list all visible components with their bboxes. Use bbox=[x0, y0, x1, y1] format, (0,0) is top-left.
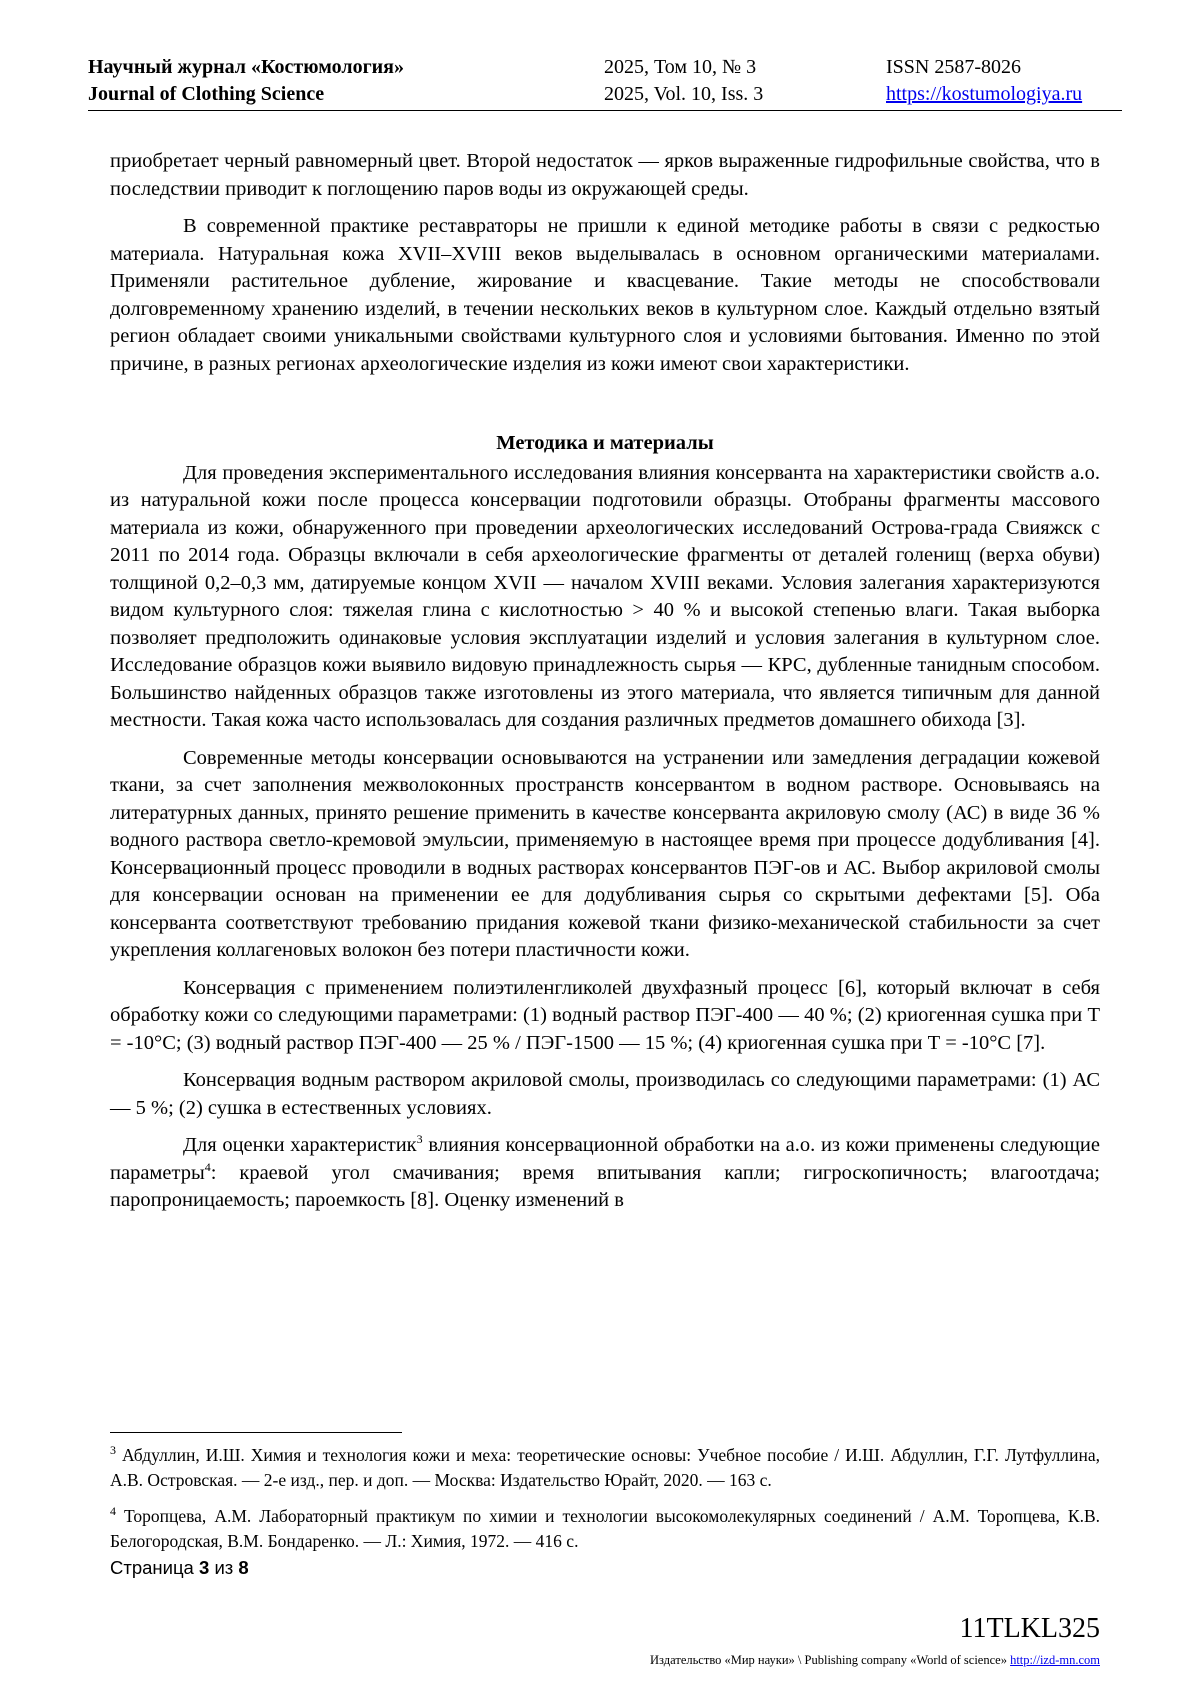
page-sep: из bbox=[214, 1557, 234, 1578]
footnote-4 bbox=[110, 1504, 1100, 1553]
page-prefix: Страница bbox=[110, 1557, 194, 1578]
issue-en: 2025, Vol. 10, Iss. 3 bbox=[604, 83, 764, 105]
paragraph-4: Современные методы консервации основываются на устранении или замедления деградации кожевой ткани, за счет заполнения межволоконных пространств консервантом в водном растворе. Основываясь на литературных данных, принято решение применить в качестве консерванта акриловую смолу (АС) в виде 36 % водного раствора светло-кремовой эмульсии, применяемую в настоящее время при процессе додубливания [4]. Консервационный процесс проводили в водных растворах консервантов ПЭГ-ов и АС. Выбор акриловой смолы для консервации основан на применении ее для додубливания сырья со скрытыми дефектами [5]. Оба консерванта соответствуют требованию придания кожевой ткани физико-механической стабильности за счет укрепления коллагеновых волокон без потери пластичности кожи. bbox=[110, 746, 1100, 961]
paragraph-6: Консервация водным раствором акриловой смолы, производилась со следующими параметрами: (1) АС — 5 %; (2) сушка в естественных условиях. bbox=[110, 1069, 1100, 1119]
paragraph-7-part-c: : краевой угол смачивания; время впитывания капли; гигроскопичность; влагоотдача; паропроницаемость; пароемкость [8]. Оценку изменений в bbox=[110, 1161, 1100, 1211]
paragraph-2: В современной практике реставраторы не пришли к единой методике работы в связи с редкостью материала. Натуральная кожа XVII–XVIII веков выделывалась в основном органическими материалами. Применяли растительное дубление, жирование и квасцевание. Такие методы не способствовали долговременному хранению изделий, в течении нескольких веков в культурном слое. Каждый отдельно взятый регион обладает своими уникальными свойствами культурного слоя и условиями бытования. Именно по этой причине, в разных регионах археологические изделия из кожи имеют свои характеристики. bbox=[110, 215, 1100, 375]
footnotes bbox=[110, 1443, 1100, 1565]
running-header bbox=[88, 54, 1122, 111]
issn: ISSN 2587-8026 bbox=[886, 56, 1022, 78]
issn-block bbox=[886, 54, 1082, 108]
paragraph-7 bbox=[110, 1132, 1100, 1215]
footnote-text: Абдуллин, И.Ш. Химия и технология кожи и меха: теоретические основы: Учебное пособие / И.Ш. Абдуллин, Г.Г. Лутфуллина, А.В. Островская. — 2-е изд., пер. и доп. — Москва: Издательство Юрайт, 2020. — 163 с. bbox=[110, 1445, 1100, 1490]
journal-title-block bbox=[88, 54, 404, 108]
footnote-divider bbox=[110, 1432, 402, 1433]
issue-ru: 2025, Том 10, № 3 bbox=[604, 56, 757, 78]
publisher-url-link[interactable]: http://izd-mn.com bbox=[1010, 1653, 1100, 1667]
footnote-number: 4 bbox=[110, 1504, 116, 1519]
footnote-ref-3[interactable]: 3 bbox=[416, 1132, 423, 1147]
page-number bbox=[110, 1557, 249, 1579]
article-body bbox=[110, 148, 1100, 1225]
publisher-line bbox=[650, 1653, 1100, 1668]
paragraph-1: приобретает черный равномерный цвет. Второй недостаток — ярков выраженные гидрофильные свойства, что в последствии приводит к поглощению паров воды из окружающей среды. bbox=[110, 150, 1100, 200]
article-code: 11TLKL325 bbox=[959, 1613, 1100, 1644]
page-current: 3 bbox=[199, 1557, 210, 1578]
footnote-number: 3 bbox=[110, 1443, 116, 1458]
footnote-text: Торопцева, А.М. Лабораторный практикум по химии и технологии высокомолекулярных соединений / А.М. Торопцева, К.В. Белогородская, В.М. Бондаренко. — Л.: Химия, 1972. — 416 с. bbox=[110, 1506, 1101, 1551]
footnote-ref-4[interactable]: 4 bbox=[204, 1159, 211, 1174]
journal-title-en: Journal of Clothing Science bbox=[88, 83, 325, 105]
paragraph-7-part-a: Для оценки характеристик bbox=[183, 1134, 417, 1156]
page-total: 8 bbox=[238, 1557, 249, 1578]
footnote-3 bbox=[110, 1443, 1100, 1492]
publisher-name: Издательство «Мир науки» \ Publishing company «World of science» bbox=[650, 1653, 1007, 1667]
paragraph-3: Для проведения экспериментального исследования влияния консерванта на характеристики свойств а.о. из натуральной кожи после процесса консервации подготовили образцы. Отобраны фрагменты массового материала из кожи, обнаруженного при проведении археологических исследований Острова-града Свияжск с 2011 по 2014 года. Образцы включали в себя археологические фрагменты от деталей голенищ (верха обуви) толщиной 0,2–0,3 мм, датируемые концом XVII — началом XVIII веками. Условия залегания характеризуются видом культурного слоя: тяжелая глина с кислотностью > 40 % и высокой степенью влаги. Такая выборка позволяет предположить одинаковые условия эксплуатации изделий и условия залегания в культурном слое. Исследование образцов кожи выявило видовую принадлежность сырья — КРС, дубленные танидным способом. Большинство найденных образцов также изготовлены из этого материала, что является типичным для данной местности. Такая кожа часто использовалась для создания различных предметов домашнего обихода [3]. bbox=[110, 461, 1100, 731]
section-heading: Методика и материалы bbox=[496, 432, 714, 454]
issue-block bbox=[604, 54, 763, 108]
paragraph-7-part-b: влияния консервационной обработки на а.о. из кожи применены следующие параметры bbox=[110, 1134, 1100, 1184]
paragraph-5: Консервация с применением полиэтиленгликолей двухфазный процесс [6], который включат в себя обработку кожи со следующими параметрами: (1) водный раствор ПЭГ-400 — 40 %; (2) криогенная сушка при Т = -10°С; (3) водный раствор ПЭГ-400 — 25 % / ПЭГ-1500 — 15 %; (4) криогенная сушка при Т = -10°С [7]. bbox=[110, 976, 1100, 1054]
journal-url-link[interactable]: https://kostumologiya.ru bbox=[886, 83, 1083, 105]
journal-title-ru: Научный журнал «Костюмология» bbox=[88, 56, 404, 78]
